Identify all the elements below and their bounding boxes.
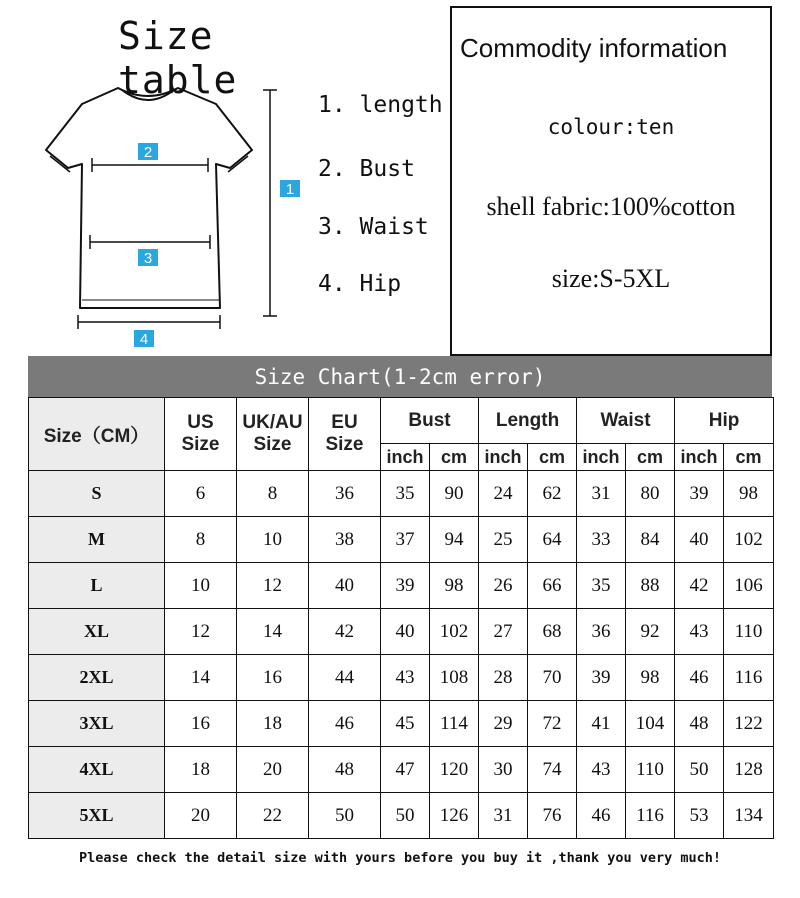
table-cell: 20 — [237, 747, 309, 793]
table-cell: 40 — [309, 563, 381, 609]
size-chart-table — [28, 397, 774, 839]
table-cell: 33 — [577, 517, 626, 563]
table-cell: 12 — [165, 609, 237, 655]
table-cell: 47 — [381, 747, 430, 793]
table-cell: 25 — [479, 517, 528, 563]
table-cell: 104 — [626, 701, 675, 747]
table-cell: 42 — [675, 563, 724, 609]
table-cell: 53 — [675, 793, 724, 839]
table-cell: 16 — [237, 655, 309, 701]
subheader-inch: inch — [381, 444, 430, 471]
table-cell: 14 — [165, 655, 237, 701]
table-cell: 76 — [528, 793, 577, 839]
commodity-fabric: shell fabric:100%cotton — [486, 192, 736, 221]
commodity-size: size:S-5XL — [551, 264, 671, 293]
table-cell: 134 — [724, 793, 774, 839]
badge-length: 1 — [285, 181, 295, 198]
table-cell: 128 — [724, 747, 774, 793]
table-cell: 43 — [675, 609, 724, 655]
table-cell: 18 — [165, 747, 237, 793]
table-cell: 84 — [626, 517, 675, 563]
size-name-cell: 3XL — [29, 701, 165, 747]
size-chart-body — [29, 471, 774, 839]
table-cell: 40 — [675, 517, 724, 563]
size-name-cell: L — [29, 563, 165, 609]
table-cell: 20 — [165, 793, 237, 839]
table-cell: 64 — [528, 517, 577, 563]
table-cell: 38 — [309, 517, 381, 563]
table-cell: 42 — [309, 609, 381, 655]
table-cell: 110 — [626, 747, 675, 793]
table-cell: 48 — [309, 747, 381, 793]
table-cell: 14 — [237, 609, 309, 655]
table-cell: 44 — [309, 655, 381, 701]
table-cell: 98 — [430, 563, 479, 609]
table-cell: 30 — [479, 747, 528, 793]
subheader-inch: inch — [577, 444, 626, 471]
table-cell: 102 — [430, 609, 479, 655]
table-row — [29, 517, 774, 563]
table-cell: 70 — [528, 655, 577, 701]
measurement-length: 1. length — [318, 92, 443, 118]
table-cell: 43 — [577, 747, 626, 793]
table-cell: 94 — [430, 517, 479, 563]
table-cell: 8 — [165, 517, 237, 563]
column-header-length: Length — [479, 398, 577, 444]
table-cell: 122 — [724, 701, 774, 747]
size-name-cell: 4XL — [29, 747, 165, 793]
table-cell: 39 — [577, 655, 626, 701]
table-cell: 40 — [381, 609, 430, 655]
size-name-cell: XL — [29, 609, 165, 655]
subheader-inch: inch — [479, 444, 528, 471]
table-cell: 50 — [381, 793, 430, 839]
table-cell: 126 — [430, 793, 479, 839]
table-cell: 37 — [381, 517, 430, 563]
table-cell: 45 — [381, 701, 430, 747]
table-row — [29, 747, 774, 793]
table-cell: 46 — [309, 701, 381, 747]
table-cell: 36 — [309, 471, 381, 517]
column-header-eu: EU Size — [309, 398, 381, 471]
table-cell: 80 — [626, 471, 675, 517]
table-cell: 18 — [237, 701, 309, 747]
table-cell: 8 — [237, 471, 309, 517]
column-header-us: US Size — [165, 398, 237, 471]
page-title: Size table — [118, 14, 238, 102]
table-cell: 108 — [430, 655, 479, 701]
column-header-bust: Bust — [381, 398, 479, 444]
table-cell: 50 — [675, 747, 724, 793]
table-cell: 36 — [577, 609, 626, 655]
table-cell: 46 — [675, 655, 724, 701]
table-cell: 98 — [724, 471, 774, 517]
table-row — [29, 701, 774, 747]
subheader-cm: cm — [430, 444, 479, 471]
table-cell: 26 — [479, 563, 528, 609]
table-cell: 31 — [577, 471, 626, 517]
subheader-cm: cm — [626, 444, 675, 471]
table-cell: 90 — [430, 471, 479, 517]
table-cell: 98 — [626, 655, 675, 701]
commodity-title: Commodity information — [460, 33, 728, 63]
table-row — [29, 655, 774, 701]
size-name-cell: 2XL — [29, 655, 165, 701]
size-name-cell: M — [29, 517, 165, 563]
size-chart-header: Size Chart(1-2cm error) — [28, 356, 772, 398]
size-name-cell: S — [29, 471, 165, 517]
subheader-cm: cm — [724, 444, 774, 471]
table-cell: 116 — [724, 655, 774, 701]
column-header-waist: Waist — [577, 398, 675, 444]
table-cell: 39 — [381, 563, 430, 609]
column-header-hip: Hip — [675, 398, 774, 444]
commodity-colour: colour:ten — [547, 115, 675, 139]
table-cell: 16 — [165, 701, 237, 747]
table-cell: 106 — [724, 563, 774, 609]
table-cell: 29 — [479, 701, 528, 747]
table-cell: 31 — [479, 793, 528, 839]
table-cell: 43 — [381, 655, 430, 701]
table-row — [29, 793, 774, 839]
table-cell: 28 — [479, 655, 528, 701]
table-cell: 74 — [528, 747, 577, 793]
table-cell: 88 — [626, 563, 675, 609]
measurement-bust: 2. Bust — [318, 156, 415, 182]
table-cell: 114 — [430, 701, 479, 747]
subheader-cm: cm — [528, 444, 577, 471]
table-row — [29, 563, 774, 609]
table-cell: 66 — [528, 563, 577, 609]
table-cell: 24 — [479, 471, 528, 517]
tshirt-diagram — [30, 60, 320, 360]
table-cell: 46 — [577, 793, 626, 839]
table-cell: 35 — [577, 563, 626, 609]
table-cell: 27 — [479, 609, 528, 655]
table-cell: 62 — [528, 471, 577, 517]
table-cell: 48 — [675, 701, 724, 747]
table-row — [29, 471, 774, 517]
table-cell: 39 — [675, 471, 724, 517]
table-cell: 35 — [381, 471, 430, 517]
badge-bust: 2 — [143, 144, 153, 161]
column-header-ukau: UK/AU Size — [237, 398, 309, 471]
badge-waist: 3 — [143, 250, 153, 267]
table-cell: 10 — [237, 517, 309, 563]
table-cell: 110 — [724, 609, 774, 655]
table-cell: 41 — [577, 701, 626, 747]
table-cell: 6 — [165, 471, 237, 517]
table-cell: 120 — [430, 747, 479, 793]
measurement-hip: 4. Hip — [318, 271, 402, 297]
table-cell: 68 — [528, 609, 577, 655]
table-cell: 116 — [626, 793, 675, 839]
subheader-inch: inch — [675, 444, 724, 471]
footer-note: Please check the detail size with yours before you buy it ,thank you very much! — [78, 850, 722, 866]
table-cell: 10 — [165, 563, 237, 609]
table-cell: 22 — [237, 793, 309, 839]
size-name-cell: 5XL — [29, 793, 165, 839]
table-cell: 12 — [237, 563, 309, 609]
table-cell: 50 — [309, 793, 381, 839]
table-row — [29, 609, 774, 655]
table-cell: 102 — [724, 517, 774, 563]
column-header-size: Size（CM） — [29, 398, 165, 471]
measurement-waist: 3. Waist — [318, 214, 429, 240]
table-cell: 92 — [626, 609, 675, 655]
table-cell: 72 — [528, 701, 577, 747]
badge-hip: 4 — [139, 331, 149, 348]
